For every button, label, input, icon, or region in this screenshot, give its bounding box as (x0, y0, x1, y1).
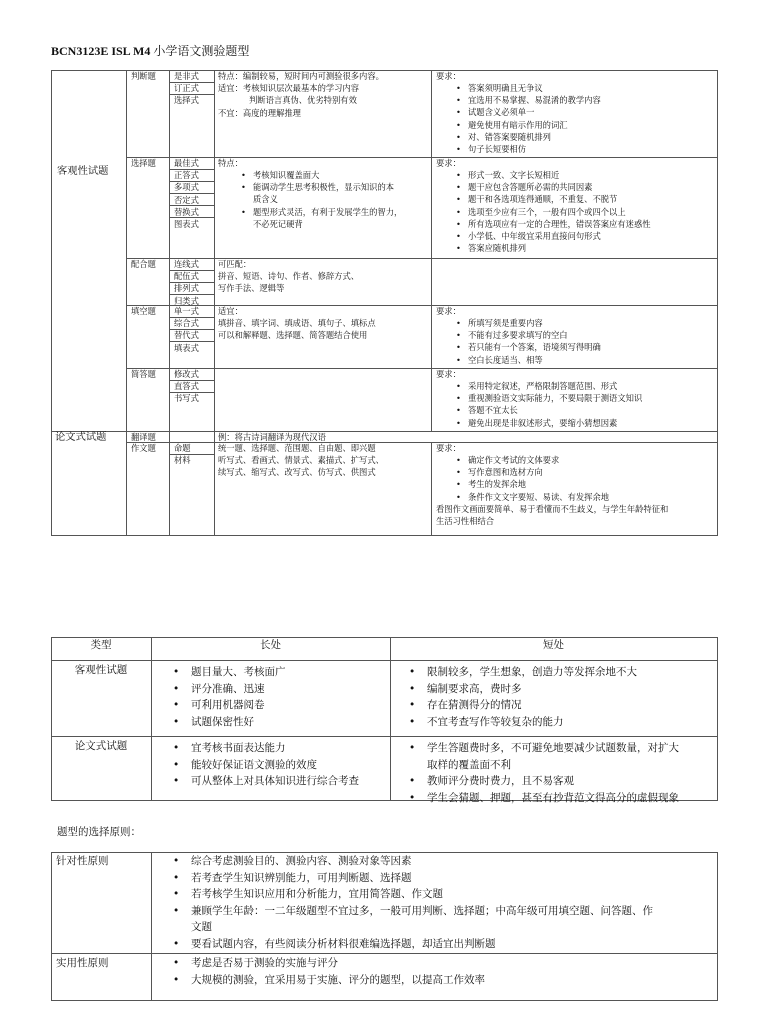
requirement-list: • 确定作文考试的文体要求 • 写作意图和选材方向 • 考生的发挥余地 • 条件作文文字要短、易读、有发挥余地 (456, 454, 609, 503)
principle-items: • 考虑是否易于测验的实施与评分 • 大规模的测验，宜采用易于实施、评分的题型，以提高工作效率 (171, 955, 485, 988)
pros-list: • 宜考核书面表达能力 • 能较好保证语文测验的效度 • 可从整体上对具体知识进行综合考查 (171, 740, 359, 790)
row-type-objective: 客观性试题 (74, 664, 128, 676)
type-description: 适宜： 填拼音、填字词、填成语、填句子、填标点 可以和解释题、选择题、简答题结合使用 (218, 306, 376, 341)
requirement-heading: 要求： (436, 443, 461, 453)
cons-list: • 限制较多，学生想象，创造力等发挥余地不大 • 编制要求高，费时多 • 存在猜测得分的情况 • 不宜考查写作等较复杂的能力 (407, 664, 637, 730)
requirement-list: • 形式一致、文字长短相近 • 题干应包含答题所必需的共同因素 • 题干和各选项连得通顺，不重复、不脱节 • 选项至少应有三个，一般有四个或四个以上 • 所有选项应有一定的合理性，错误答案应有迷惑性 • 小学低、中年级宜采用直接问句形式 • 答案应随机排列 (456, 169, 651, 254)
category-objective: 客观性试题 (57, 165, 109, 177)
document-name: 小学语文测验题型 (153, 44, 250, 58)
principles-title: 题型的选择原则： (57, 826, 141, 838)
cons-list: • 学生答题费时多，不可避免地要减少试题数量，对扩大 取样的覆盖面不利 • 教师评分费时费力，且不易客观 • 学生会猜题、押题，甚至有抄背范文得高分的虚假现象 (407, 740, 679, 806)
form-list: 修改式 直答式 书写式 (174, 369, 199, 404)
row-type-essay: 论文式试题 (74, 740, 128, 752)
requirement-heading: 要求： (436, 306, 461, 316)
type-description: 特点：编制较易，短时间内可测验很多内容。 适宜：考核知识层次最基本的学习内容 判断语言真伪、优劣特别有效 不宜：高度的理解推理 (218, 71, 384, 118)
form-list: 是非式 订正式 选择式 (174, 71, 199, 106)
requirement-list: • 采用特定叙述，严格限制答题范围、形式 • 重视测验语文实际能力，不要局限于测语文知识 • 答题不宜太长 • 避免出现是非叙述形式，要缩小猜想因素 (456, 380, 642, 429)
form-list: 命题 材料 (174, 443, 191, 466)
type-description: 可匹配： 拼音、短语、诗句、作者、修辞方式、 写作手法、逻辑等 (218, 259, 360, 294)
requirement-heading: 要求： (436, 158, 461, 168)
principle-practical: 实用性原则 (56, 957, 109, 969)
requirement-heading: 要求： (436, 71, 461, 81)
type-description: 统一题、选择题、范围题、自由题、即兴题 听写式、看画式、情景式、素描式、扩写式、 续写式、缩写式、改写式、仿写式、供图式 (218, 443, 384, 478)
header-pros: 长处 (260, 639, 281, 651)
principle-targeted: 针对性原则 (56, 855, 109, 867)
form-list: 连线式 配伍式 排列式 归类式 (174, 259, 199, 306)
header-type: 类型 (90, 639, 112, 651)
type-true-false: 判断题 (131, 71, 156, 81)
composition-note: 看图作文画面要简单、易于看懂而不生歧义，与学生年龄特征和 生活习性相结合 (436, 504, 669, 527)
type-description: 例：将古诗词翻译为现代汉语 (218, 432, 326, 442)
type-fill-blank: 填空题 (131, 306, 156, 316)
type-composition: 作文题 (131, 443, 156, 453)
form-list: 单一式 综合式 替代式 填表式 (174, 306, 199, 353)
type-description: 特点： (218, 158, 243, 168)
type-translation: 翻译题 (131, 432, 156, 442)
feature-list: • 考核知识覆盖面大 • 能调动学生思考积极性，显示知识的本 质含义 • 题型形式灵活，有利于发展学生的智力， 不必死记硬背 (241, 169, 402, 230)
type-short-answer: 简答题 (131, 369, 156, 379)
requirement-list: • 答案须明确且无争议 • 宜选用不易掌握、易混淆的教学内容 • 试题含义必须单一 • 避免使用有暗示作用的词汇 • 对、错答案要随机排列 • 句子长短要相仿 (456, 82, 601, 155)
requirement-list: • 所填写须是重要内容 • 不能有过多要求填写的空白 • 若只能有一个答案，语境须写得明确 • 空白长度适当、相等 (456, 317, 601, 366)
principle-items: • 综合考虑测验目的、测验内容、测验对象等因素 • 若考查学生知识辨别能力，可用判断题、选择题 • 若考核学生知识应用和分析能力，宜用简答题、作文题 • 兼顾学生年龄：一二年级题型不宜过多，一般可用判断、选择题；中高年级可用填空题、问答题、作 文题 • 要看试题内容，有些阅读分析材料很难编选择题，却适宜出判断题 (171, 853, 653, 952)
pros-list: • 题目量大、考核面广 • 评分准确、迅速 • 可利用机器阅卷 • 试题保密性好 (171, 664, 286, 730)
document-title (51, 42, 249, 59)
course-code: BCN3123E ISL M4 (51, 44, 151, 58)
category-essay: 论文式试题 (55, 431, 107, 443)
type-matching: 配合题 (131, 259, 156, 269)
header-cons: 短处 (543, 639, 564, 651)
requirement-heading: 要求： (436, 369, 461, 379)
form-list: 最佳式 正答式 多项式 否定式 替换式 图表式 (174, 158, 199, 230)
type-multiple-choice: 选择题 (131, 158, 156, 168)
